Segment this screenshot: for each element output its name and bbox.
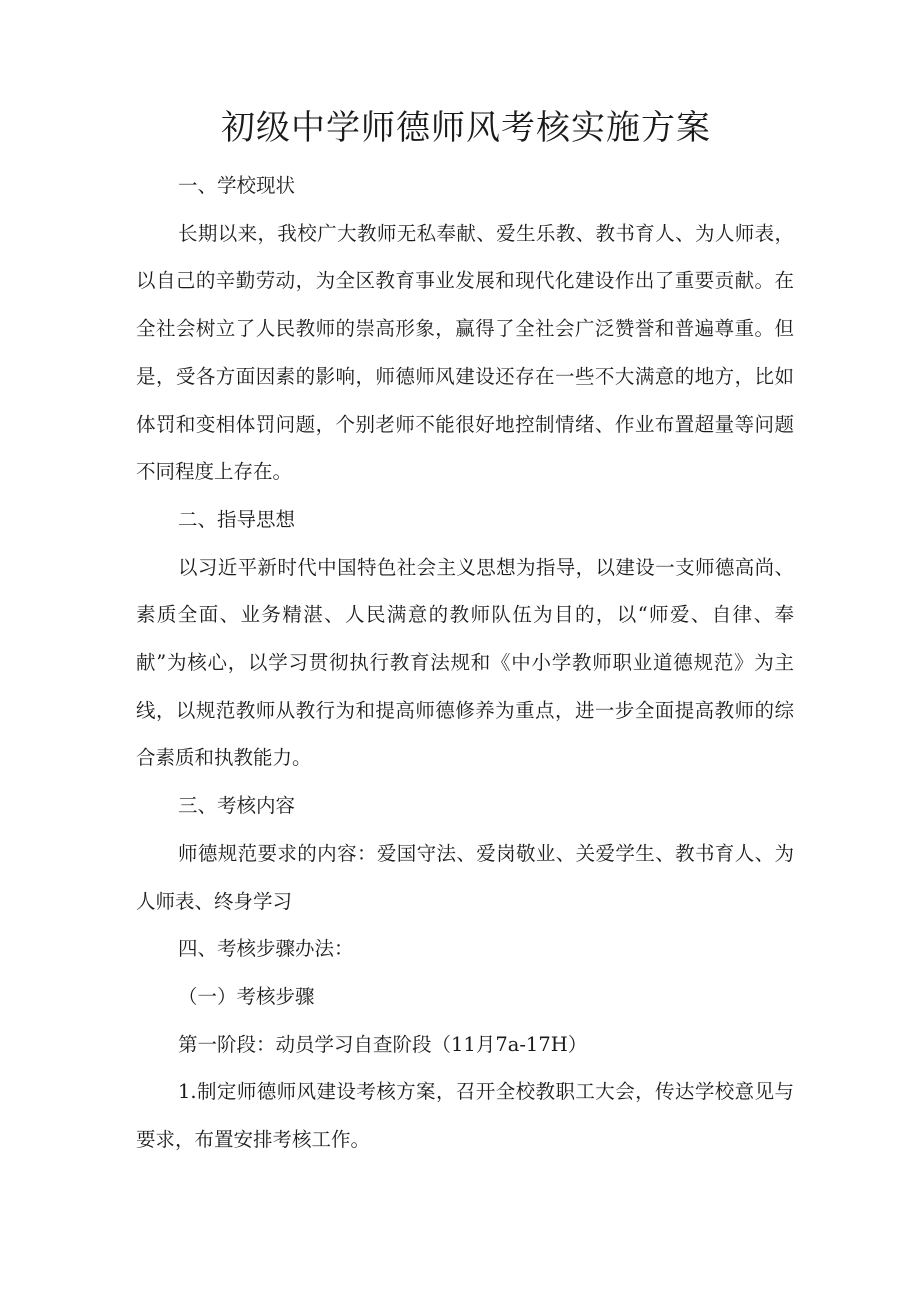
section-heading-status: 一、学校现状 (178, 174, 296, 197)
stage-one-heading: 第一阶段：动员学习自查阶段（11月7a-17H） (178, 1032, 588, 1056)
section-heading-guiding-thought: 二、指导思想 (178, 507, 296, 531)
paragraph-step-one: 1.制定师德师风建设考核方案，召开全校教职工大会，传达学校意见与要求，布置安排考核工作。 (136, 1080, 794, 1152)
paragraph-content: 师德规范要求的内容：爱国守法、爱岗敬业、关爱学生、教书育人、为人师表、终身学习 (136, 841, 794, 913)
paragraph-guiding-thought: 以习近平新时代中国特色社会主义思想为指导，以建设一支师德高尚、素质全面、业务精湛、人民满意的教师队伍为目的，以“师爱、自律、奉献”为核心，以学习贯彻执行教育法规和《中小学教师职业道德规范》为主线，以规范教师从教行为和提高师德修养为重点，进一步全面提高教师的综合素质和执教能力。 (136, 555, 794, 770)
section-heading-content: 三、考核内容 (178, 794, 296, 818)
section-heading-steps: 四、考核步骤办法： (178, 937, 354, 961)
paragraph-status: 长期以来，我校广大教师无私奉献、爱生乐教、教书育人、为人师表，以自己的辛勤劳动，为全区教育事业发展和现代化建设作出了重要贡献。在全社会树立了人民教师的崇高形象，赢得了全社会广泛赞誉和普遍尊重。但是，受各方面因素的影响，师德师风建设还存在一些不大满意的地方，比如体罚和变相体罚问题，个别老师不能很好地控制情绪、作业布置超量等问题不同程度上存在。 (136, 221, 794, 484)
subsection-heading-steps: （一）考核步骤 (178, 984, 315, 1008)
document-title: 初级中学师德师风考核实施方案 (221, 108, 711, 148)
